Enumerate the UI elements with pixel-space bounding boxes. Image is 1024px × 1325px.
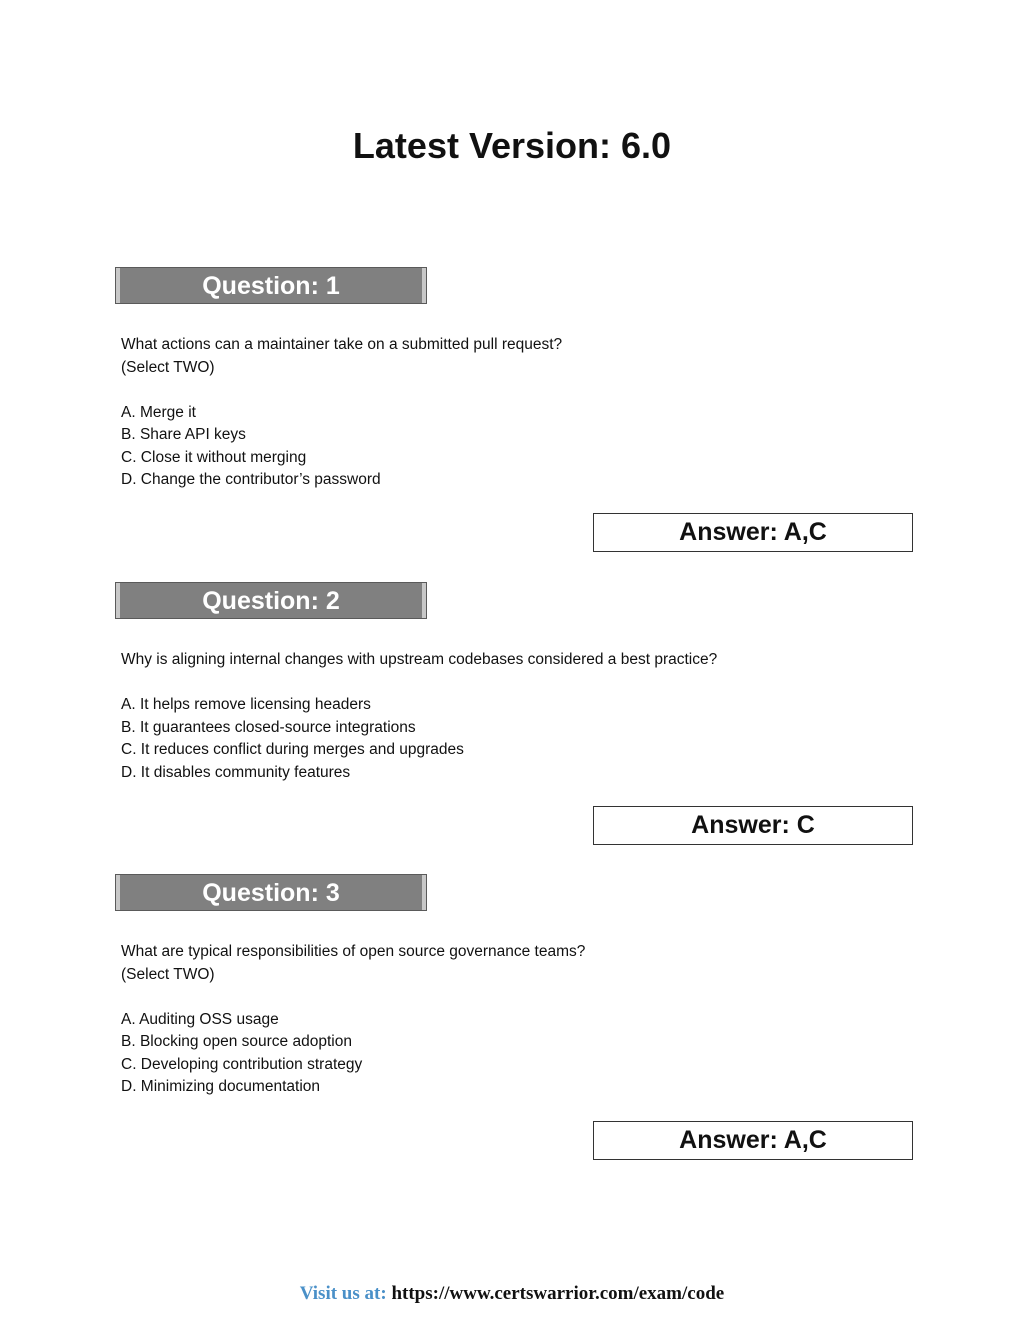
question-2-body <box>121 649 881 784</box>
question-1-option-b: B. Share API keys <box>121 426 246 443</box>
question-1-option-c: C. Close it without merging <box>121 448 307 466</box>
question-2-answer: Answer: C <box>691 811 815 839</box>
question-1-header <box>115 267 427 304</box>
question-2-option-a: A. It helps remove licensing headers <box>121 696 371 713</box>
question-1-answer: Answer: A,C <box>679 518 827 546</box>
footer-url-link[interactable]: https://www.certswarrior.com/exam/code <box>391 1283 725 1304</box>
page-footer <box>0 1282 1024 1306</box>
question-1-text: What actions can a maintainer take on a submitted pull request? <box>121 336 563 353</box>
question-3-answer-box <box>593 1121 913 1160</box>
question-3-header <box>115 874 427 911</box>
question-1-answer-box <box>593 513 913 552</box>
question-3-text: What are typical responsibilities of open source governance teams? <box>121 943 586 960</box>
question-2-text: Why is aligning internal changes with upstream codebases considered a best practice? <box>121 651 718 668</box>
question-2-answer-box <box>593 806 913 845</box>
question-3-option-b: B. Blocking open source adoption <box>121 1033 352 1050</box>
question-2-header <box>115 582 427 619</box>
question-3-label: Question: 3 <box>202 879 340 907</box>
question-2-label: Question: 2 <box>202 587 340 615</box>
question-3-answer: Answer: A,C <box>679 1126 827 1154</box>
question-1-option-a: A. Merge it <box>121 403 196 421</box>
question-3-body <box>121 941 881 1099</box>
question-1-note: (Select TWO) <box>121 358 215 376</box>
question-1-body <box>121 334 881 492</box>
question-1-option-d: D. Change the contributor’s password <box>121 471 381 488</box>
question-3-option-c: C. Developing contribution strategy <box>121 1055 363 1073</box>
question-1-label: Question: 1 <box>202 272 340 300</box>
question-2-option-d: D. It disables community features <box>121 763 351 781</box>
question-3-note: (Select TWO) <box>121 965 215 983</box>
question-2-option-b: B. It guarantees closed-source integrations <box>121 718 416 736</box>
question-2-option-c: C. It reduces conflict during merges and upgrades <box>121 741 464 758</box>
question-3-option-a: A. Auditing OSS usage <box>121 1010 279 1028</box>
page-title: Latest Version: 6.0 <box>352 125 672 166</box>
question-3-option-d: D. Minimizing documentation <box>121 1078 321 1095</box>
footer-visit-label: Visit us at: <box>299 1283 387 1304</box>
